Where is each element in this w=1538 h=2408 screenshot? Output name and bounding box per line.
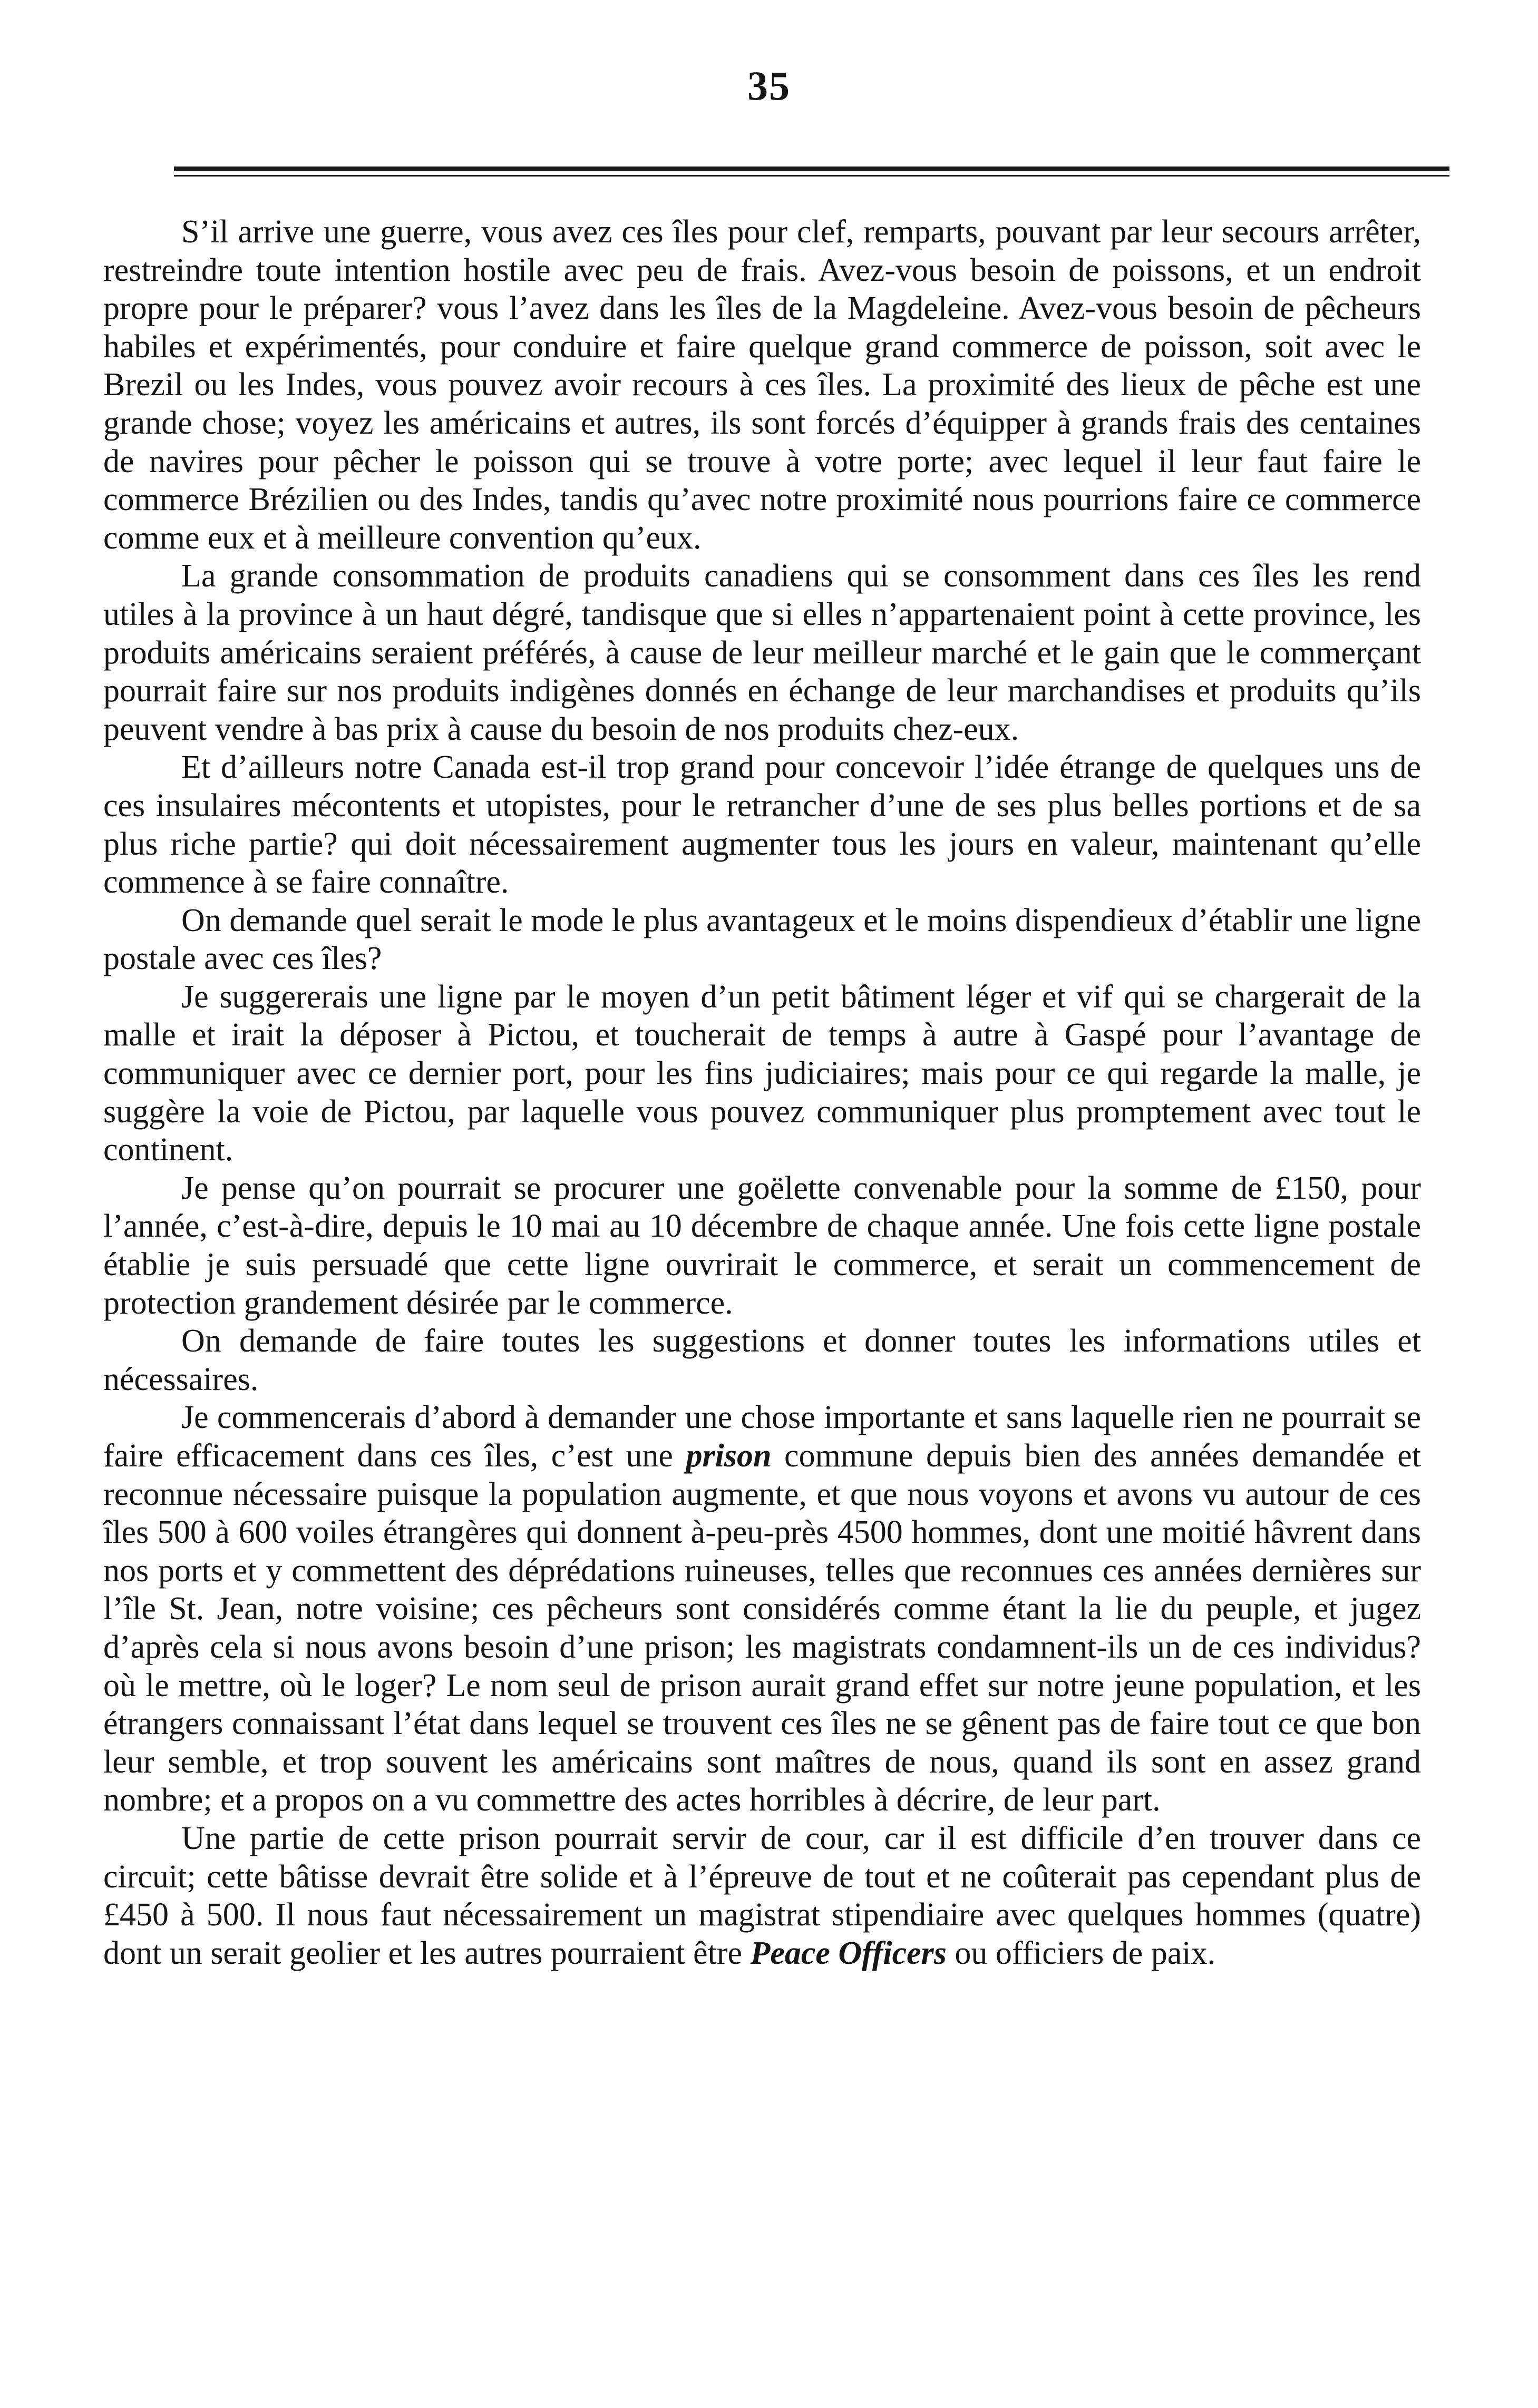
body-text [103, 213, 1421, 1972]
paragraph-canada-too-big: Et d’ailleurs notre Canada est-il trop grand pour concevoir l’idée étrange de quelques uns de ces insulaires mécontents et utopistes, pour le retrancher d’une de ses plus belles portions et de sa plus riche partie? qui doit nécessairement augmenter tous les jours en valeur, maintenant qu’elle commence à se faire connaître. [103, 749, 1421, 900]
header-rule-thick [174, 167, 1449, 171]
paragraph-prison-court-emphasis: Peace Officers [750, 1935, 947, 1971]
paragraph-prison-court-after: ou officiers de paix. [946, 1935, 1216, 1971]
paragraph-war-islands: S’il arrive une guerre, vous avez ces îles pour clef, remparts, pouvant par leur secours arrêter, restreindre toute intention hostile avec peu de frais. Avez-vous besoin de poissons, et un endroit propre pour le préparer? vous l’avez dans les îles de la Magdeleine. Avez-vous besoin de pêcheurs habiles et expérimentés, pour conduire et faire quelque grand commerce de poisson, soit avec le Brezil ou les Indes, vous pouvez avoir recours à ces îles. La proximité des lieux de pêche est une grande chose; voyez les américains et autres, ils sont forcés d’équipper à grands frais des centaines de navires pour pêcher le poisson qui se trouve à votre porte; avec lequel il leur faut faire le commerce Brézilien ou des Indes, tandis qu’avec notre proximité nous pourrions faire ce commerce comme eux et à meilleure convention qu’eux. [103, 214, 1421, 556]
paragraph-suggestions-request: On demande de faire toutes les suggestions et donner toutes les informations utiles et nécessaires. [103, 1323, 1421, 1397]
header-rule-thin [174, 175, 1449, 177]
paragraph-postal-suggestion: Je suggererais une ligne par le moyen d’un petit bâtiment léger et vif qui se chargerait de la malle et irait la déposer à Pictou, et toucherait de temps à autre à Gaspé pour l’avantage de communiquer avec ce dernier port, pour les fins judiciaires; mais pour ce qui regarde la malle, je suggère la voie de Pictou, par laquelle vous pouvez communiquer plus promptement avec tout le continent. [103, 978, 1421, 1168]
paragraph-prison-court [103, 1819, 1421, 1972]
paragraph-prison-need-after: commune depuis bien des années demandée et reconnue nécessaire puisque la population augmente, et que nous voyons et avons vu autour de ces îles 500 à 600 voiles étrangères qui donnent à-peu-près 4500 hommes, dont une moitié hâvrent dans nos ports et y commettent des déprédations ruineuses, telles que reconnues ces années dernières sur l’île St. Jean, notre voisine; ces pêcheurs sont considérés comme étant la lie du peuple, et jugez d’après cela si nous avons besoin d’une prison; les magistrats condamnent-ils un de ces individus? où le mettre, où le loger? Le nom seul de prison aurait grand effet sur notre jeune population, et les étrangers connaissant l’état dans lequel se trouvent ces îles ne se gênent pas de faire tout ce que bon leur semble, et trop souvent les américains sont maîtres de nous, quand ils sont en assez grand nombre; et a propos on a vu commettre des actes horribles à décrire, de leur part. [103, 1438, 1421, 1818]
page-number: 35 [747, 63, 791, 109]
paragraph-postal-question: On demande quel serait le mode le plus avantageux et le moins dispendieux d’établir une ligne postale avec ces îles? [103, 902, 1421, 977]
paragraph-prison-court-before: Une partie de cette prison pourrait servir de cour, car il est difficile d’en trouver dans ce circuit; cette bâtisse devrait être solide et à l’épreuve de tout et ne coûterait pas cependant plus de £450 à 500. Il nous faut nécessairement un magistrat stipendiaire avec quelques hommes (quatre) dont un serait geolier et les autres pourraient être [103, 1820, 1421, 1971]
paragraph-prison-need [103, 1398, 1421, 1819]
paragraph-prison-need-emphasis: prison [686, 1438, 772, 1474]
paragraph-schooner-cost: Je pense qu’on pourrait se procurer une goëlette convenable pour la somme de £150, pour l’année, c’est-à-dire, depuis le 10 mai au 10 décembre de chaque année. Une fois cette ligne postale établie je suis persuadé que cette ligne ouvrirait le commerce, et serait un commencement de protection grandement désirée par le commerce. [103, 1170, 1421, 1321]
paragraph-prison-need-before: Je commencerais d’abord à demander une chose importante et sans laquelle rien ne pourrait se faire efficacement dans ces îles, c’est une [103, 1399, 1421, 1474]
paragraph-canadian-products: La grande consommation de produits canadiens qui se consomment dans ces îles les rend utiles à la province à un haut dégré, tandisque que si elles n’appartenaient point à cette province, les produits américains seraient préférés, à cause de leur meilleur marché et le gain que le commerçant pourrait faire sur nos produits indigènes donnés en échange de leur marchandises et produits qu’ils peuvent vendre à bas prix à cause du besoin de nos produits chez-eux. [103, 558, 1421, 747]
